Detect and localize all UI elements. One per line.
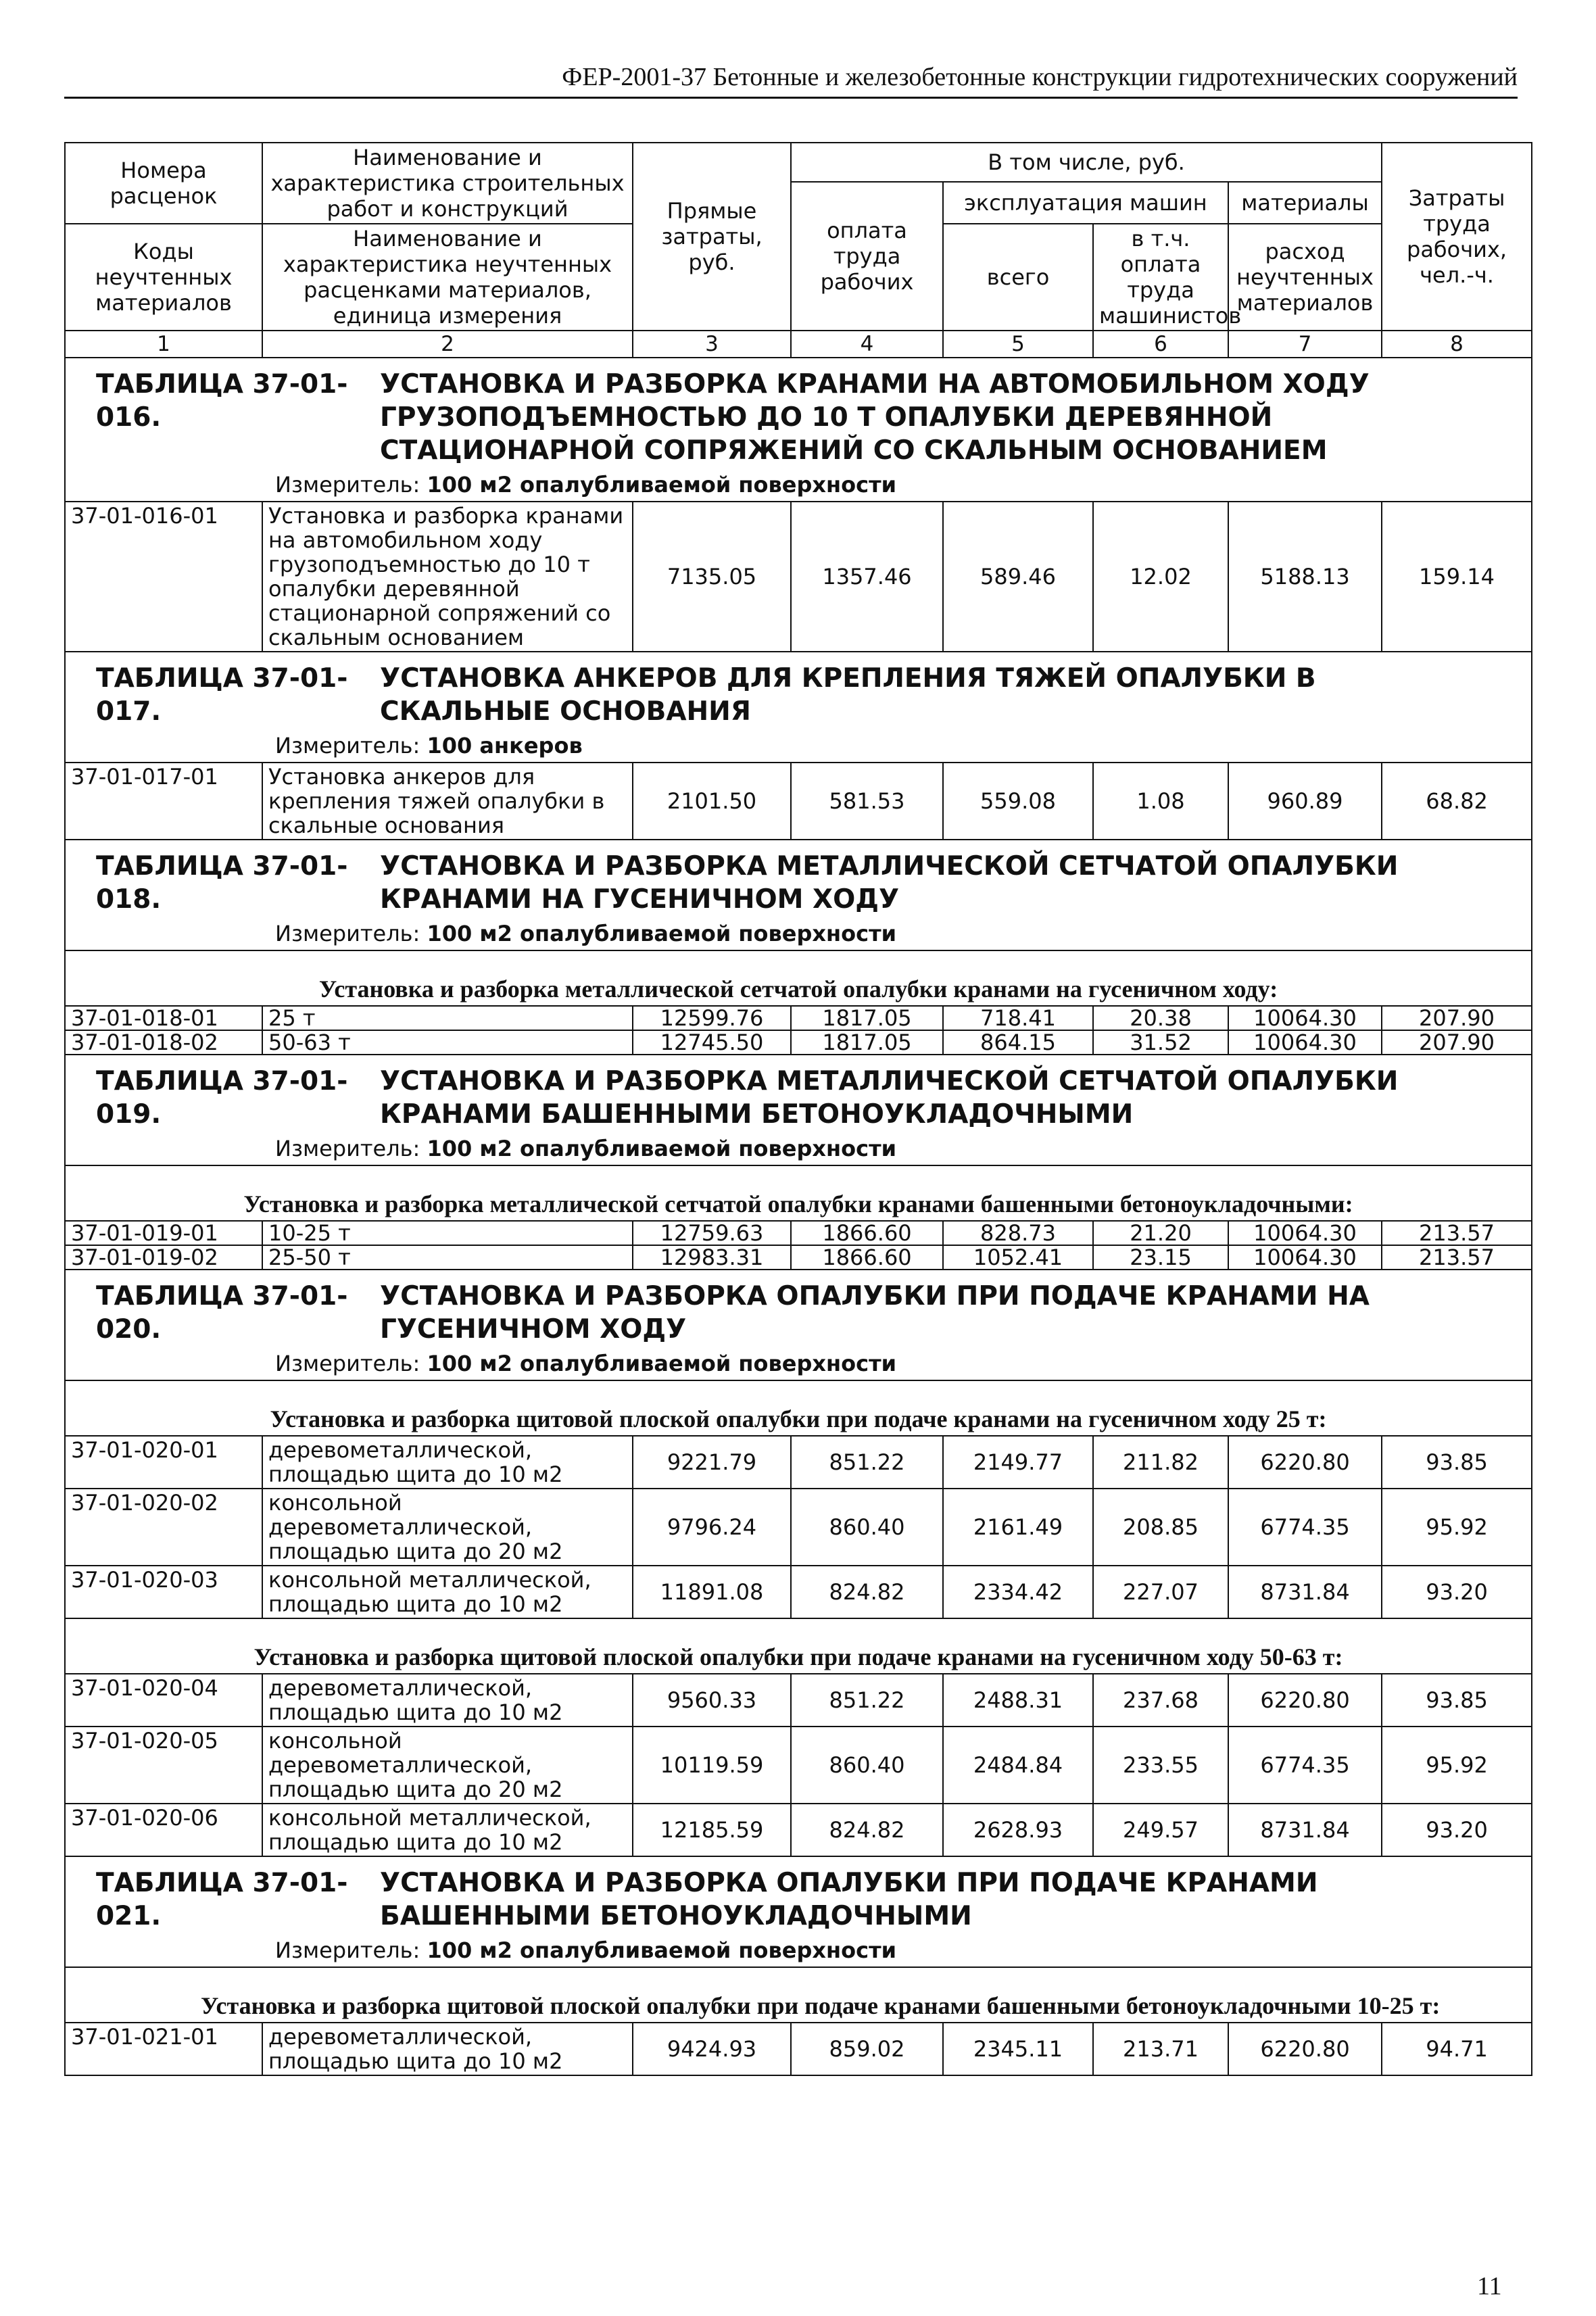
rate-machinists: 20.38 — [1093, 1006, 1228, 1030]
section-title — [65, 358, 1532, 473]
table-row — [65, 502, 1532, 652]
subsection-title: Установка и разборка металлической сетчатой опалубки кранами башенными бетоноукладочными: — [65, 1165, 1532, 1221]
col-incl: В том числе, руб. — [791, 143, 1382, 182]
rate-labor: 824.82 — [791, 1566, 943, 1618]
rate-labor: 860.40 — [791, 1727, 943, 1804]
section-heading: УСТАНОВКА И РАЗБОРКА МЕТАЛЛИЧЕСКОЙ СЕТЧАТОЙ ОПАЛУБКИ КРАНАМИ БАШЕННЫМИ БЕТОНОУКЛАДОЧНЫМИ — [380, 1066, 1399, 1130]
rate-materials: 6220.80 — [1228, 1674, 1382, 1727]
section-label: ТАБЛИЦА 37-01-021. — [96, 1868, 348, 1931]
unit-label: Измеритель: — [275, 472, 420, 498]
subsection-title: Установка и разборка щитовой плоской опалубки при подаче кранами башенными бетоноукладочными 10-25 т: — [65, 1967, 1532, 2023]
unit-label: Измеритель: — [275, 1937, 420, 1963]
rate-labor: 1866.60 — [791, 1221, 943, 1245]
rate-name: 25-50 т — [262, 1245, 633, 1270]
rate-name: 50-63 т — [262, 1030, 633, 1055]
rate-materials: 6774.35 — [1228, 1727, 1382, 1804]
page-number: 11 — [1477, 2272, 1502, 2300]
rate-hours: 94.71 — [1382, 2023, 1532, 2075]
col-number: 5 — [943, 331, 1093, 358]
rate-machines: 2484.84 — [943, 1727, 1093, 1804]
rate-direct: 9560.33 — [633, 1674, 791, 1727]
section-title — [65, 1270, 1532, 1351]
rate-machines: 2345.11 — [943, 2023, 1093, 2075]
col-number: 1 — [65, 331, 262, 358]
rate-labor: 824.82 — [791, 1804, 943, 1856]
section-title — [65, 840, 1532, 921]
rate-machines: 2334.42 — [943, 1566, 1093, 1618]
unit-label: Измеритель: — [275, 1136, 420, 1161]
rate-name: деревометаллической, площадью щита до 10 м2 — [262, 2023, 633, 2075]
page-header: ФЕР-2001-37 Бетонные и железобетонные конструкции гидротехнических сооружений — [562, 63, 1518, 91]
rate-machinists: 23.15 — [1093, 1245, 1228, 1270]
unit-label: Измеритель: — [275, 921, 420, 946]
rate-code: 37-01-020-04 — [65, 1674, 262, 1727]
col-labor-hours: Затраты труда рабочих, чел.-ч. — [1382, 143, 1532, 331]
rate-name: консольной металлической, площадью щита до 10 м2 — [262, 1566, 633, 1618]
rate-labor: 1866.60 — [791, 1245, 943, 1270]
col-rate-numbers: Номера расценок — [65, 143, 262, 224]
table-row — [65, 1727, 1532, 1804]
table-row — [65, 1674, 1532, 1727]
col-name-bottom: Наименование и характеристика неучтенных расценками материалов, единица измерения — [262, 224, 633, 331]
rate-hours: 68.82 — [1382, 763, 1532, 840]
rate-name: деревометаллической, площадью щита до 10 м2 — [262, 1674, 633, 1727]
col-machinist-pay: в т.ч. оплата труда машинистов — [1093, 224, 1228, 331]
rate-direct: 7135.05 — [633, 502, 791, 652]
rate-name: деревометаллической, площадью щита до 10 м2 — [262, 1436, 633, 1489]
table-row — [65, 1804, 1532, 1856]
unit-line — [65, 1136, 1532, 1165]
section-label: ТАБЛИЦА 37-01-018. — [96, 851, 348, 915]
col-total: всего — [943, 224, 1093, 331]
rate-code: 37-01-020-06 — [65, 1804, 262, 1856]
rate-direct: 12185.59 — [633, 1804, 791, 1856]
rate-machinists: 31.52 — [1093, 1030, 1228, 1055]
subsection-title: Установка и разборка щитовой плоской опалубки при подаче кранами на гусеничном ходу 50-63 т: — [65, 1618, 1532, 1674]
rate-materials: 6220.80 — [1228, 2023, 1382, 2075]
subsection-title: Установка и разборка металлической сетчатой опалубки кранами на гусеничном ходу: — [65, 950, 1532, 1006]
rate-machinists: 233.55 — [1093, 1727, 1228, 1804]
rate-direct: 2101.50 — [633, 763, 791, 840]
rate-materials: 6774.35 — [1228, 1489, 1382, 1566]
rate-direct: 10119.59 — [633, 1727, 791, 1804]
section-heading: УСТАНОВКА И РАЗБОРКА КРАНАМИ НА АВТОМОБИЛЬНОМ ХОДУ ГРУЗОПОДЪЕМНОСТЬЮ ДО 10 Т ОПАЛУБКИ ДЕРЕВЯННОЙ СТАЦИОНАРНОЙ СОПРЯЖЕНИЙ СО СКАЛЬНЫМ ОСНОВАНИЕМ — [380, 369, 1370, 466]
unit-line — [65, 1351, 1532, 1380]
rate-hours: 93.20 — [1382, 1804, 1532, 1856]
rate-hours: 207.90 — [1382, 1006, 1532, 1030]
section-title — [65, 1055, 1532, 1136]
rate-name: 10-25 т — [262, 1221, 633, 1245]
rate-materials: 10064.30 — [1228, 1221, 1382, 1245]
col-labor-pay: оплата труда рабочих — [791, 182, 943, 331]
unit-label: Измеритель: — [275, 733, 420, 758]
rate-machinists: 1.08 — [1093, 763, 1228, 840]
rate-name: 25 т — [262, 1006, 633, 1030]
unit-line — [65, 473, 1532, 502]
rate-materials: 6220.80 — [1228, 1436, 1382, 1489]
rate-machines: 589.46 — [943, 502, 1093, 652]
section-title — [65, 652, 1532, 733]
rate-labor: 581.53 — [791, 763, 943, 840]
unit-line — [65, 921, 1532, 950]
rate-hours: 159.14 — [1382, 502, 1532, 652]
col-number: 7 — [1228, 331, 1382, 358]
rate-hours: 213.57 — [1382, 1245, 1532, 1270]
rate-machinists: 227.07 — [1093, 1566, 1228, 1618]
rate-machines: 2149.77 — [943, 1436, 1093, 1489]
col-number: 4 — [791, 331, 943, 358]
rate-machinists: 237.68 — [1093, 1674, 1228, 1727]
rate-machines: 718.41 — [943, 1006, 1093, 1030]
rate-name: консольной деревометаллической, площадью щита до 20 м2 — [262, 1489, 633, 1566]
section-heading: УСТАНОВКА И РАЗБОРКА ОПАЛУБКИ ПРИ ПОДАЧЕ КРАНАМИ НА ГУСЕНИЧНОМ ХОДУ — [380, 1281, 1370, 1345]
rate-direct: 11891.08 — [633, 1566, 791, 1618]
rate-labor: 851.22 — [791, 1674, 943, 1727]
rate-materials: 10064.30 — [1228, 1030, 1382, 1055]
rate-hours: 207.90 — [1382, 1030, 1532, 1055]
rate-materials: 10064.30 — [1228, 1006, 1382, 1030]
rate-code: 37-01-020-03 — [65, 1566, 262, 1618]
table-row — [65, 763, 1532, 840]
rate-labor: 1817.05 — [791, 1006, 943, 1030]
col-number: 6 — [1093, 331, 1228, 358]
rate-code: 37-01-021-01 — [65, 2023, 262, 2075]
rate-name: Установка и разборка кранами на автомобильном ходу грузоподъемностью до 10 т опалубки деревянной стационарной сопряжений со скальным основанием — [262, 502, 633, 652]
rate-code: 37-01-020-02 — [65, 1489, 262, 1566]
rate-code: 37-01-019-02 — [65, 1245, 262, 1270]
rate-code: 37-01-018-02 — [65, 1030, 262, 1055]
unit-value: 100 м2 опалубливаемой поверхности — [427, 472, 897, 498]
rate-code: 37-01-019-01 — [65, 1221, 262, 1245]
rate-materials: 960.89 — [1228, 763, 1382, 840]
table-row — [65, 1030, 1532, 1055]
section-heading: УСТАНОВКА И РАЗБОРКА ОПАЛУБКИ ПРИ ПОДАЧЕ КРАНАМИ БАШЕННЫМИ БЕТОНОУКЛАДОЧНЫМИ — [380, 1868, 1318, 1931]
rates-table — [64, 142, 1532, 2076]
rate-labor: 1817.05 — [791, 1030, 943, 1055]
table-row — [65, 1436, 1532, 1489]
col-materials: материалы — [1228, 182, 1382, 224]
section-heading: УСТАНОВКА АНКЕРОВ ДЛЯ КРЕПЛЕНИЯ ТЯЖЕЙ ОПАЛУБКИ В СКАЛЬНЫЕ ОСНОВАНИЯ — [380, 663, 1316, 727]
rate-machinists: 249.57 — [1093, 1804, 1228, 1856]
section-label: ТАБЛИЦА 37-01-019. — [96, 1066, 348, 1130]
rate-labor: 851.22 — [791, 1436, 943, 1489]
rate-machines: 864.15 — [943, 1030, 1093, 1055]
rate-materials: 8731.84 — [1228, 1804, 1382, 1856]
rate-name: консольной деревометаллической, площадью щита до 20 м2 — [262, 1727, 633, 1804]
table-row — [65, 1245, 1532, 1270]
rate-machines: 559.08 — [943, 763, 1093, 840]
rate-machinists: 211.82 — [1093, 1436, 1228, 1489]
col-direct-costs: Прямые затраты, руб. — [633, 143, 791, 331]
rate-direct: 12599.76 — [633, 1006, 791, 1030]
rate-machines: 1052.41 — [943, 1245, 1093, 1270]
rate-hours: 95.92 — [1382, 1727, 1532, 1804]
rate-machines: 2488.31 — [943, 1674, 1093, 1727]
rate-hours: 93.85 — [1382, 1436, 1532, 1489]
rate-direct: 9796.24 — [633, 1489, 791, 1566]
rate-machinists: 21.20 — [1093, 1221, 1228, 1245]
rate-machines: 828.73 — [943, 1221, 1093, 1245]
header-rule — [64, 97, 1518, 99]
rate-direct: 12745.50 — [633, 1030, 791, 1055]
rate-code: 37-01-020-01 — [65, 1436, 262, 1489]
unit-value: 100 м2 опалубливаемой поверхности — [427, 921, 897, 946]
unit-value: 100 анкеров — [427, 733, 583, 758]
rate-materials: 10064.30 — [1228, 1245, 1382, 1270]
table-row — [65, 1221, 1532, 1245]
rate-materials: 8731.84 — [1228, 1566, 1382, 1618]
rate-direct: 9424.93 — [633, 2023, 791, 2075]
subsection-title: Установка и разборка щитовой плоской опалубки при подаче кранами на гусеничном ходу 25 т: — [65, 1380, 1532, 1436]
rate-hours: 93.20 — [1382, 1566, 1532, 1618]
col-codes-unaccounted: Коды неучтенных материалов — [65, 224, 262, 331]
col-number: 3 — [633, 331, 791, 358]
rate-direct: 12983.31 — [633, 1245, 791, 1270]
section-title — [65, 1856, 1532, 1938]
unit-value: 100 м2 опалубливаемой поверхности — [427, 1351, 897, 1376]
col-number: 8 — [1382, 331, 1532, 358]
rate-code: 37-01-016-01 — [65, 502, 262, 652]
rate-machines: 2628.93 — [943, 1804, 1093, 1856]
rate-machinists: 213.71 — [1093, 2023, 1228, 2075]
rate-direct: 12759.63 — [633, 1221, 791, 1245]
table-row — [65, 1489, 1532, 1566]
table-row — [65, 1006, 1532, 1030]
unit-label: Измеритель: — [275, 1351, 420, 1376]
col-number: 2 — [262, 331, 633, 358]
section-label: ТАБЛИЦА 37-01-016. — [96, 369, 348, 433]
rate-machinists: 208.85 — [1093, 1489, 1228, 1566]
rate-hours: 95.92 — [1382, 1489, 1532, 1566]
rate-labor: 1357.46 — [791, 502, 943, 652]
table-row — [65, 1566, 1532, 1618]
table-row — [65, 2023, 1532, 2075]
unit-value: 100 м2 опалубливаемой поверхности — [427, 1136, 897, 1161]
section-label: ТАБЛИЦА 37-01-020. — [96, 1281, 348, 1345]
rate-labor: 860.40 — [791, 1489, 943, 1566]
rate-materials: 5188.13 — [1228, 502, 1382, 652]
section-heading: УСТАНОВКА И РАЗБОРКА МЕТАЛЛИЧЕСКОЙ СЕТЧАТОЙ ОПАЛУБКИ КРАНАМИ НА ГУСЕНИЧНОМ ХОДУ — [380, 851, 1399, 915]
col-name-top: Наименование и характеристика строительных работ и конструкций — [262, 143, 633, 224]
rate-code: 37-01-017-01 — [65, 763, 262, 840]
unit-value: 100 м2 опалубливаемой поверхности — [427, 1937, 897, 1963]
unit-line — [65, 733, 1532, 763]
rate-machines: 2161.49 — [943, 1489, 1093, 1566]
section-label: ТАБЛИЦА 37-01-017. — [96, 663, 348, 727]
rate-direct: 9221.79 — [633, 1436, 791, 1489]
unit-line — [65, 1938, 1532, 1967]
rate-code: 37-01-018-01 — [65, 1006, 262, 1030]
rate-name: консольной металлической, площадью щита до 10 м2 — [262, 1804, 633, 1856]
rate-hours: 93.85 — [1382, 1674, 1532, 1727]
col-machine-ops: эксплуатация машин — [943, 182, 1228, 224]
rate-labor: 859.02 — [791, 2023, 943, 2075]
col-unaccounted-consumption: расход неучтенных материалов — [1228, 224, 1382, 331]
rate-machinists: 12.02 — [1093, 502, 1228, 652]
rate-code: 37-01-020-05 — [65, 1727, 262, 1804]
rate-hours: 213.57 — [1382, 1221, 1532, 1245]
rate-name: Установка анкеров для крепления тяжей опалубки в скальные основания — [262, 763, 633, 840]
